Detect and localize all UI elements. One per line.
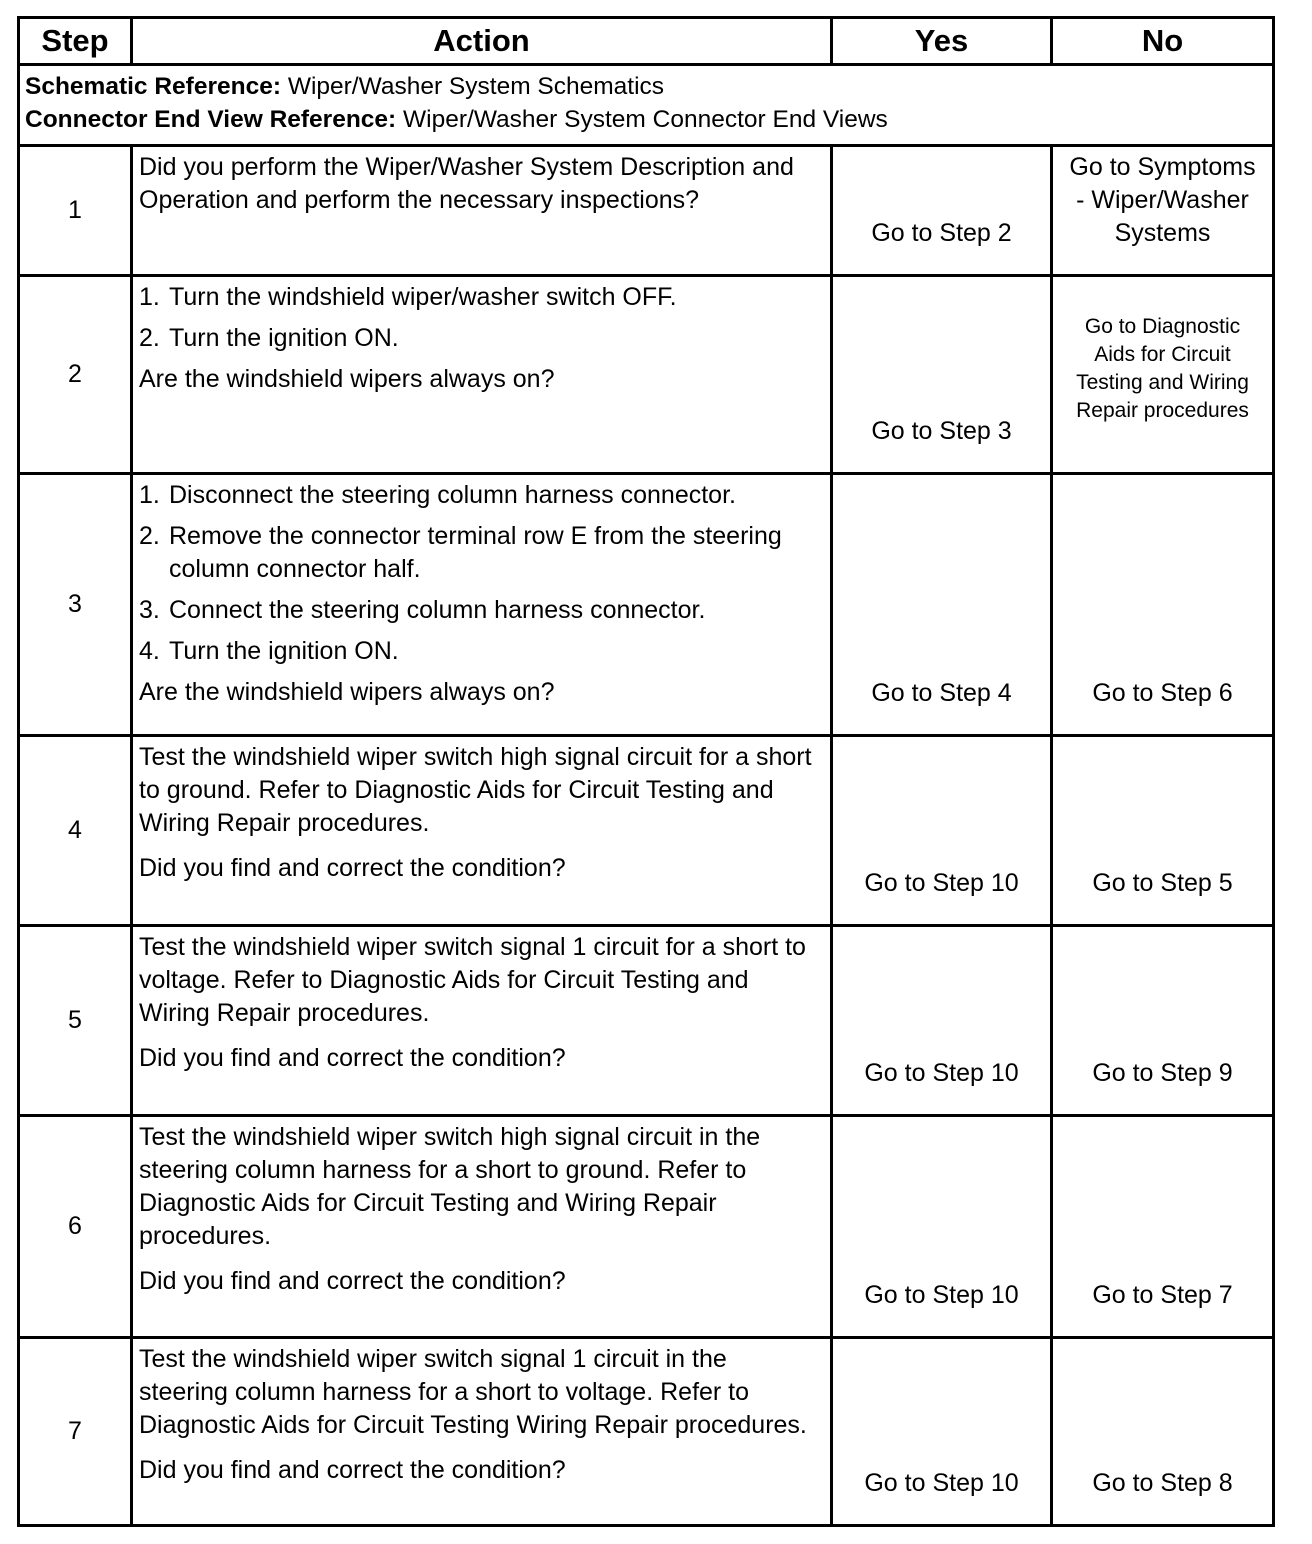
step-number: 4 (19, 736, 132, 926)
action-question: Did you find and correct the condition? (139, 1456, 566, 1484)
action-cell (132, 1116, 832, 1338)
connector-reference-label: Connector End View Reference: (25, 106, 397, 133)
no-result (1052, 276, 1274, 474)
reference-row (19, 65, 1274, 146)
action-question: Did you find and correct the condition? (139, 1267, 566, 1295)
no-result: Go to Step 9 (1052, 926, 1274, 1116)
header-step: Step (19, 18, 132, 65)
yes-result: Go to Step 10 (832, 926, 1052, 1116)
no-result: Go to Step 7 (1052, 1116, 1274, 1338)
yes-result: Go to Step 10 (832, 1338, 1052, 1526)
step-number: 6 (19, 1116, 132, 1338)
schematic-reference-label: Schematic Reference: (25, 73, 282, 100)
action-list-item (139, 594, 822, 627)
step-row (19, 736, 1274, 926)
no-result-line: Aids for Circuit (1094, 343, 1231, 366)
action-list-item (139, 635, 822, 668)
action-item-text: Disconnect the steering column harness connector. (169, 481, 736, 509)
action-item-text: Connect the steering column harness connector. (169, 596, 706, 624)
yes-result: Go to Step 10 (832, 736, 1052, 926)
schematic-reference (25, 70, 1272, 103)
step-number: 5 (19, 926, 132, 1116)
action-list-item (139, 520, 822, 586)
action-paragraph: Did you perform the Wiper/Washer System Description and Operation and perform the necessary inspections? (139, 153, 794, 214)
step-row (19, 926, 1274, 1116)
diagnostic-table (17, 16, 1275, 1527)
action-cell (132, 146, 832, 276)
action-cell (132, 736, 832, 926)
action-item-number: 1. (139, 283, 160, 311)
connector-reference (25, 103, 1272, 136)
header-no: No (1052, 18, 1274, 65)
action-question: Did you find and correct the condition? (139, 854, 566, 882)
step-row (19, 474, 1274, 736)
action-cell (132, 1338, 832, 1526)
step-row (19, 276, 1274, 474)
action-question: Are the windshield wipers always on? (139, 678, 555, 706)
action-paragraph: Test the windshield wiper switch signal 1 circuit in the steering column harness for a short to voltage. Refer to Diagnostic Aids for Circuit Testing Wiring Repair procedures. (139, 1345, 807, 1439)
action-item-number: 2. (139, 324, 160, 352)
action-item-text: Turn the ignition ON. (169, 637, 399, 665)
action-list-item (139, 281, 822, 314)
header-yes: Yes (832, 18, 1052, 65)
yes-result: Go to Step 4 (832, 474, 1052, 736)
action-paragraph: Test the windshield wiper switch high signal circuit for a short to ground. Refer to Diagnostic Aids for Circuit Testing and Wiring Repair procedures. (139, 743, 812, 837)
yes-result: Go to Step 3 (832, 276, 1052, 474)
no-result: Go to Step 6 (1052, 474, 1274, 736)
step-number: 1 (19, 146, 132, 276)
header-action: Action (132, 18, 832, 65)
step-number: 2 (19, 276, 132, 474)
action-paragraph: Test the windshield wiper switch high signal circuit in the steering column harness for a short to ground. Refer to Diagnostic Aids for Circuit Testing and Wiring Repair procedures. (139, 1123, 761, 1250)
action-cell (132, 276, 832, 474)
action-item-text: Turn the windshield wiper/washer switch OFF. (169, 283, 677, 311)
action-cell (132, 926, 832, 1116)
connector-reference-value: Wiper/Washer System Connector End Views (403, 106, 888, 133)
no-result-line: Repair procedures (1076, 399, 1249, 422)
action-question: Did you find and correct the condition? (139, 1044, 566, 1072)
action-item-text: Turn the ignition ON. (169, 324, 399, 352)
action-item-number: 3. (139, 596, 160, 624)
step-number: 7 (19, 1338, 132, 1526)
action-item-number: 4. (139, 637, 160, 665)
yes-result: Go to Step 2 (832, 146, 1052, 276)
action-list-item (139, 322, 822, 355)
no-result: Go to Step 5 (1052, 736, 1274, 926)
no-result (1052, 146, 1274, 276)
action-item-number: 2. (139, 522, 160, 550)
step-number: 3 (19, 474, 132, 736)
action-list-item (139, 479, 822, 512)
step-row (19, 146, 1274, 276)
no-result-line: Testing and Wiring (1076, 371, 1249, 394)
no-result-line: Go to Diagnostic (1084, 315, 1241, 338)
action-paragraph: Test the windshield wiper switch signal 1 circuit for a short to voltage. Refer to Diagnostic Aids for Circuit Testing and Wiring Repair procedures. (139, 933, 806, 1027)
action-question: Are the windshield wipers always on? (139, 365, 555, 393)
reference-cell (19, 65, 1274, 146)
no-result-line: Go to Symptoms (1069, 153, 1256, 181)
action-cell (132, 474, 832, 736)
no-result-line: - Wiper/Washer (1076, 186, 1249, 214)
step-row (19, 1338, 1274, 1526)
no-result-line: Systems (1114, 219, 1211, 247)
yes-result: Go to Step 10 (832, 1116, 1052, 1338)
action-item-number: 1. (139, 481, 160, 509)
header-row (19, 18, 1274, 65)
step-row (19, 1116, 1274, 1338)
no-result: Go to Step 8 (1052, 1338, 1274, 1526)
action-item-text: Remove the connector terminal row E from the steering column connector half. (169, 522, 782, 583)
schematic-reference-value: Wiper/Washer System Schematics (287, 73, 665, 100)
